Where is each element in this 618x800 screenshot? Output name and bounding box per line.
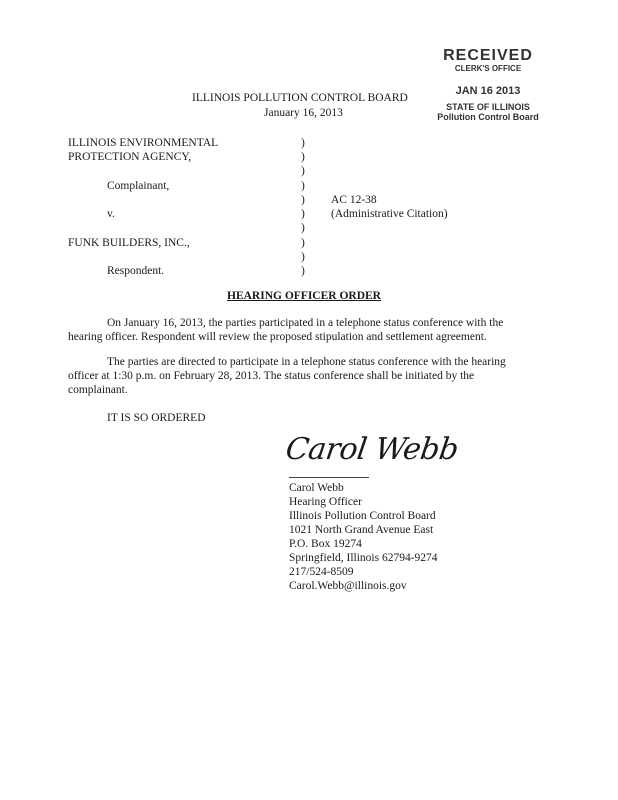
caption-paren: ) (301, 265, 305, 277)
caption-paren: ) (301, 165, 305, 177)
complainant-name-line1: ILLINOIS ENVIRONMENTAL (68, 137, 219, 149)
paragraph-1-line-2: hearing officer. Respondent will review the proposed stipulation and settlement agreement. (68, 331, 487, 343)
caption-paren: ) (301, 222, 305, 234)
paragraph-2-line-2: officer at 1:30 p.m. on February 28, 2013. The status conference shall be initiated by the (68, 370, 475, 382)
complainant-name-line2: PROTECTION AGENCY, (68, 151, 192, 163)
address-line-1: 1021 North Grand Avenue East (289, 524, 434, 536)
paragraph-2-line-1: The parties are directed to participate in a telephone status conference with the hearing (107, 356, 506, 368)
signer-organization: Illinois Pollution Control Board (289, 510, 436, 522)
closing-statement: IT IS SO ORDERED (107, 412, 206, 424)
phone-number: 217/524-8509 (289, 566, 354, 578)
caption-paren: ) (301, 208, 305, 220)
email-address: Carol.Webb@illinois.gov (289, 580, 407, 592)
caption-paren: ) (301, 151, 305, 163)
stamp-date: JAN 16 2013 (455, 85, 521, 97)
stamp-clerks-office: CLERK'S OFFICE (454, 64, 522, 73)
paragraph-2-line-3: complainant. (68, 384, 128, 396)
board-heading: ILLINOIS POLLUTION CONTROL BOARD (192, 92, 408, 104)
versus: v. (107, 208, 115, 220)
signer-name: Carol Webb (289, 482, 344, 494)
caption-paren: ) (301, 237, 305, 249)
respondent-role: Respondent. (107, 265, 165, 277)
case-number: AC 12-38 (331, 194, 377, 206)
stamp-board: Pollution Control Board (437, 112, 539, 122)
order-title: HEARING OFFICER ORDER (227, 290, 381, 302)
respondent-name: FUNK BUILDERS, INC., (68, 237, 190, 249)
caption-paren: ) (301, 137, 305, 149)
address-line-2: P.O. Box 19274 (289, 538, 362, 550)
caption-paren: ) (301, 251, 305, 263)
stamp-state: STATE OF ILLINOIS (446, 102, 530, 112)
received-stamp (418, 48, 558, 122)
complainant-role: Complainant, (107, 180, 170, 192)
paragraph-1-line-1: On January 16, 2013, the parties participated in a telephone status conference with the (107, 317, 504, 329)
handwritten-signature: Carol Webb (283, 432, 461, 467)
signer-title: Hearing Officer (289, 496, 362, 508)
stamp-received: RECEIVED (443, 47, 533, 64)
address-line-3: Springfield, Illinois 62794-9274 (289, 552, 438, 564)
signature-line (289, 477, 369, 478)
caption-paren: ) (301, 194, 305, 206)
caption-paren: ) (301, 180, 305, 192)
case-type: (Administrative Citation) (331, 208, 448, 220)
order-date: January 16, 2013 (264, 107, 343, 119)
